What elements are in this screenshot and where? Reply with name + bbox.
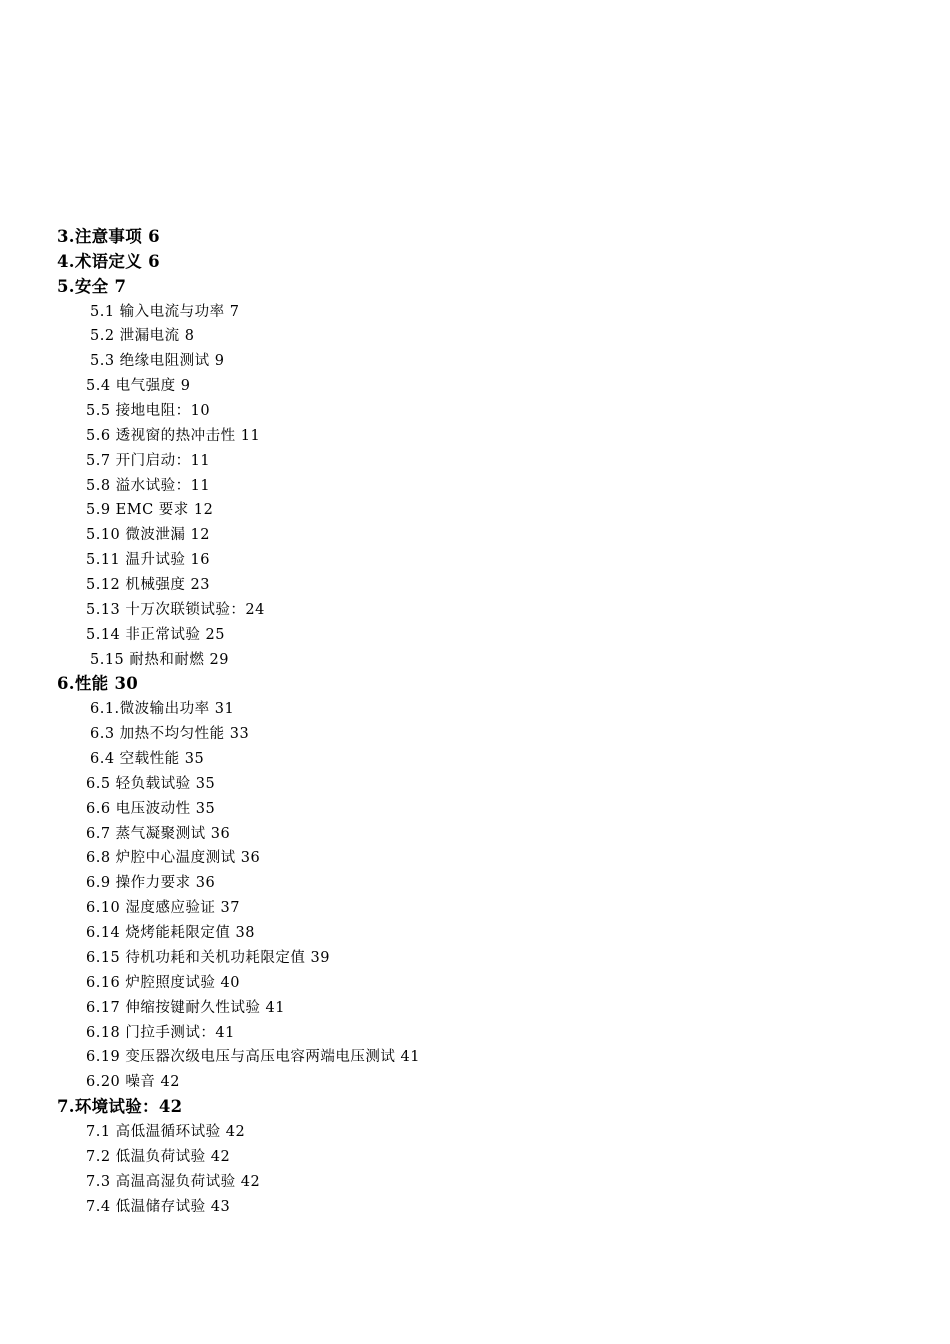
toc-item-6-20[interactable]: 6.20 噪音 42 — [86, 1074, 180, 1091]
toc-item-7-3[interactable]: 7.3 高温高湿负荷试验 42 — [86, 1173, 261, 1190]
toc-item-5-4[interactable]: 5.4 电气强度 9 — [86, 378, 191, 395]
toc-item-5-7[interactable]: 5.7 开门启动：11 — [86, 452, 211, 469]
toc-item-5-6[interactable]: 5.6 透视窗的热冲击性 11 — [86, 427, 261, 444]
toc-item-6-10[interactable]: 6.10 湿度感应验证 37 — [86, 900, 240, 917]
table-of-contents — [0, 225, 950, 1219]
toc-item-6-14[interactable]: 6.14 烧烤能耗限定值 38 — [86, 925, 255, 942]
toc-item-5-1[interactable]: 5.1 输入电流与功率 7 — [90, 303, 240, 320]
toc-item-7-1[interactable]: 7.1 高低温循环试验 42 — [86, 1123, 246, 1140]
toc-heading-5[interactable]: 5.安全 7 — [57, 276, 127, 296]
toc-heading-7[interactable]: 7.环境试验：42 — [57, 1097, 183, 1117]
toc-item-7-4[interactable]: 7.4 低温储存试验 43 — [86, 1198, 231, 1215]
toc-item-5-9[interactable]: 5.9 EMC 要求 12 — [86, 502, 214, 519]
toc-heading-4[interactable]: 4.术语定义 6 — [57, 251, 160, 271]
toc-item-5-11[interactable]: 5.11 温升试验 16 — [86, 552, 210, 569]
toc-item-6-17[interactable]: 6.17 伸缩按键耐久性试验 41 — [86, 999, 285, 1016]
toc-item-6-8[interactable]: 6.8 炉腔中心温度测试 36 — [86, 850, 261, 867]
toc-item-5-2[interactable]: 5.2 泄漏电流 8 — [90, 328, 195, 345]
toc-heading-3[interactable]: 3.注意事项 6 — [57, 227, 160, 246]
toc-item-6-7[interactable]: 6.7 蒸气凝聚测试 36 — [86, 825, 231, 842]
toc-item-6-3[interactable]: 6.3 加热不均匀性能 33 — [90, 726, 250, 743]
toc-item-6-16[interactable]: 6.16 炉腔照度试验 40 — [86, 974, 240, 991]
toc-item-5-10[interactable]: 5.10 微波泄漏 12 — [86, 527, 210, 544]
toc-item-6-15[interactable]: 6.15 待机功耗和关机功耗限定值 39 — [86, 949, 330, 966]
toc-heading-6[interactable]: 6.性能 30 — [57, 674, 139, 694]
toc-item-5-15[interactable]: 5.15 耐热和耐燃 29 — [90, 651, 229, 668]
toc-item-5-12[interactable]: 5.12 机械强度 23 — [86, 577, 210, 594]
toc-item-5-14[interactable]: 5.14 非正常试验 25 — [86, 626, 225, 643]
toc-item-6-5[interactable]: 6.5 轻负载试验 35 — [86, 775, 216, 792]
toc-item-5-5[interactable]: 5.5 接地电阻：10 — [86, 403, 211, 420]
toc-item-7-2[interactable]: 7.2 低温负荷试验 42 — [86, 1148, 231, 1165]
toc-item-5-8[interactable]: 5.8 溢水试验：11 — [86, 477, 211, 494]
toc-item-6-6[interactable]: 6.6 电压波动性 35 — [86, 800, 216, 817]
toc-item-6-18[interactable]: 6.18 门拉手测试：41 — [86, 1024, 235, 1041]
toc-item-6-4[interactable]: 6.4 空载性能 35 — [90, 751, 205, 768]
toc-item-6-1[interactable]: 6.1.微波输出功率 31 — [90, 701, 235, 718]
toc-item-5-13[interactable]: 5.13 十万次联锁试验：24 — [86, 601, 265, 618]
toc-item-6-19[interactable]: 6.19 变压器次级电压与高压电容两端电压测试 41 — [86, 1049, 420, 1066]
toc-item-6-9[interactable]: 6.9 操作力要求 36 — [86, 875, 216, 892]
toc-item-5-3[interactable]: 5.3 绝缘电阻测试 9 — [90, 353, 225, 370]
